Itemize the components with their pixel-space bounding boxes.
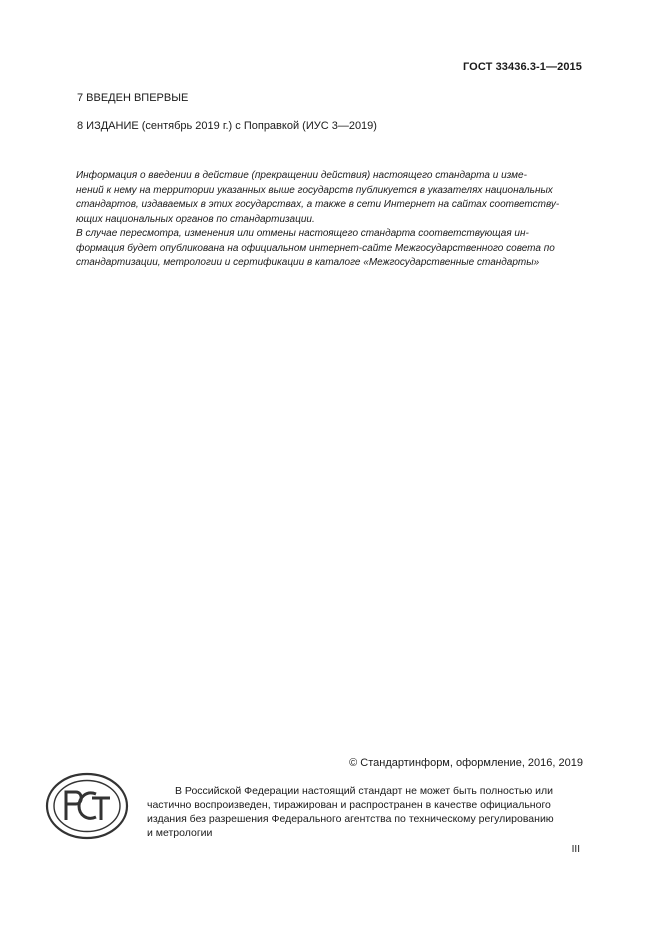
info-line: В случае пересмотра, изменения или отмены настоящего стандарта соответствующая ин-: [76, 228, 529, 239]
item-introduced-first: 7 ВВЕДЕН ВПЕРВЫЕ: [77, 92, 189, 104]
info-line: стандартов, издаваемых в этих государствах, а также в сети Интернет на сайтах соответству-: [76, 199, 560, 210]
copyright-notice: © Стандартинформ, оформление, 2016, 2019: [349, 757, 583, 769]
info-line: стандартизации, метрологии и сертификации в каталоге «Межгосударственные стандарты»: [76, 257, 540, 268]
notice-line: частично воспроизведен, тиражирован и распространен в качестве официального: [147, 799, 551, 811]
info-paragraph-1: [76, 169, 584, 227]
info-line: Информация о введении в действие (прекращении действия) настоящего стандарта и изме-: [76, 170, 527, 181]
reproduction-notice: [147, 784, 584, 840]
page-number: III: [571, 844, 580, 855]
item-edition: 8 ИЗДАНИЕ (сентябрь 2019 г.) с Поправкой (ИУС 3—2019): [77, 120, 377, 132]
info-line: формация будет опубликована на официальном интернет-сайте Межгосударственного совета по: [76, 242, 555, 254]
notice-line: издания без разрешения Федерального агентства по техническому регулированию: [147, 813, 554, 825]
document-code: ГОСТ 33436.3-1—2015: [462, 61, 582, 73]
info-line: нений к нему на территории указанных выше государств публикуется в указателях национальных: [76, 184, 553, 196]
info-paragraph-2: [76, 227, 584, 271]
notice-line: В Российской Федерации настоящий стандарт не может быть полностью или: [175, 785, 554, 797]
notice-line: и метрологии: [147, 827, 213, 839]
rst-logo: [44, 771, 130, 841]
info-line: ющих национальных органов по стандартизации.: [76, 213, 315, 225]
info-block: [76, 169, 584, 271]
